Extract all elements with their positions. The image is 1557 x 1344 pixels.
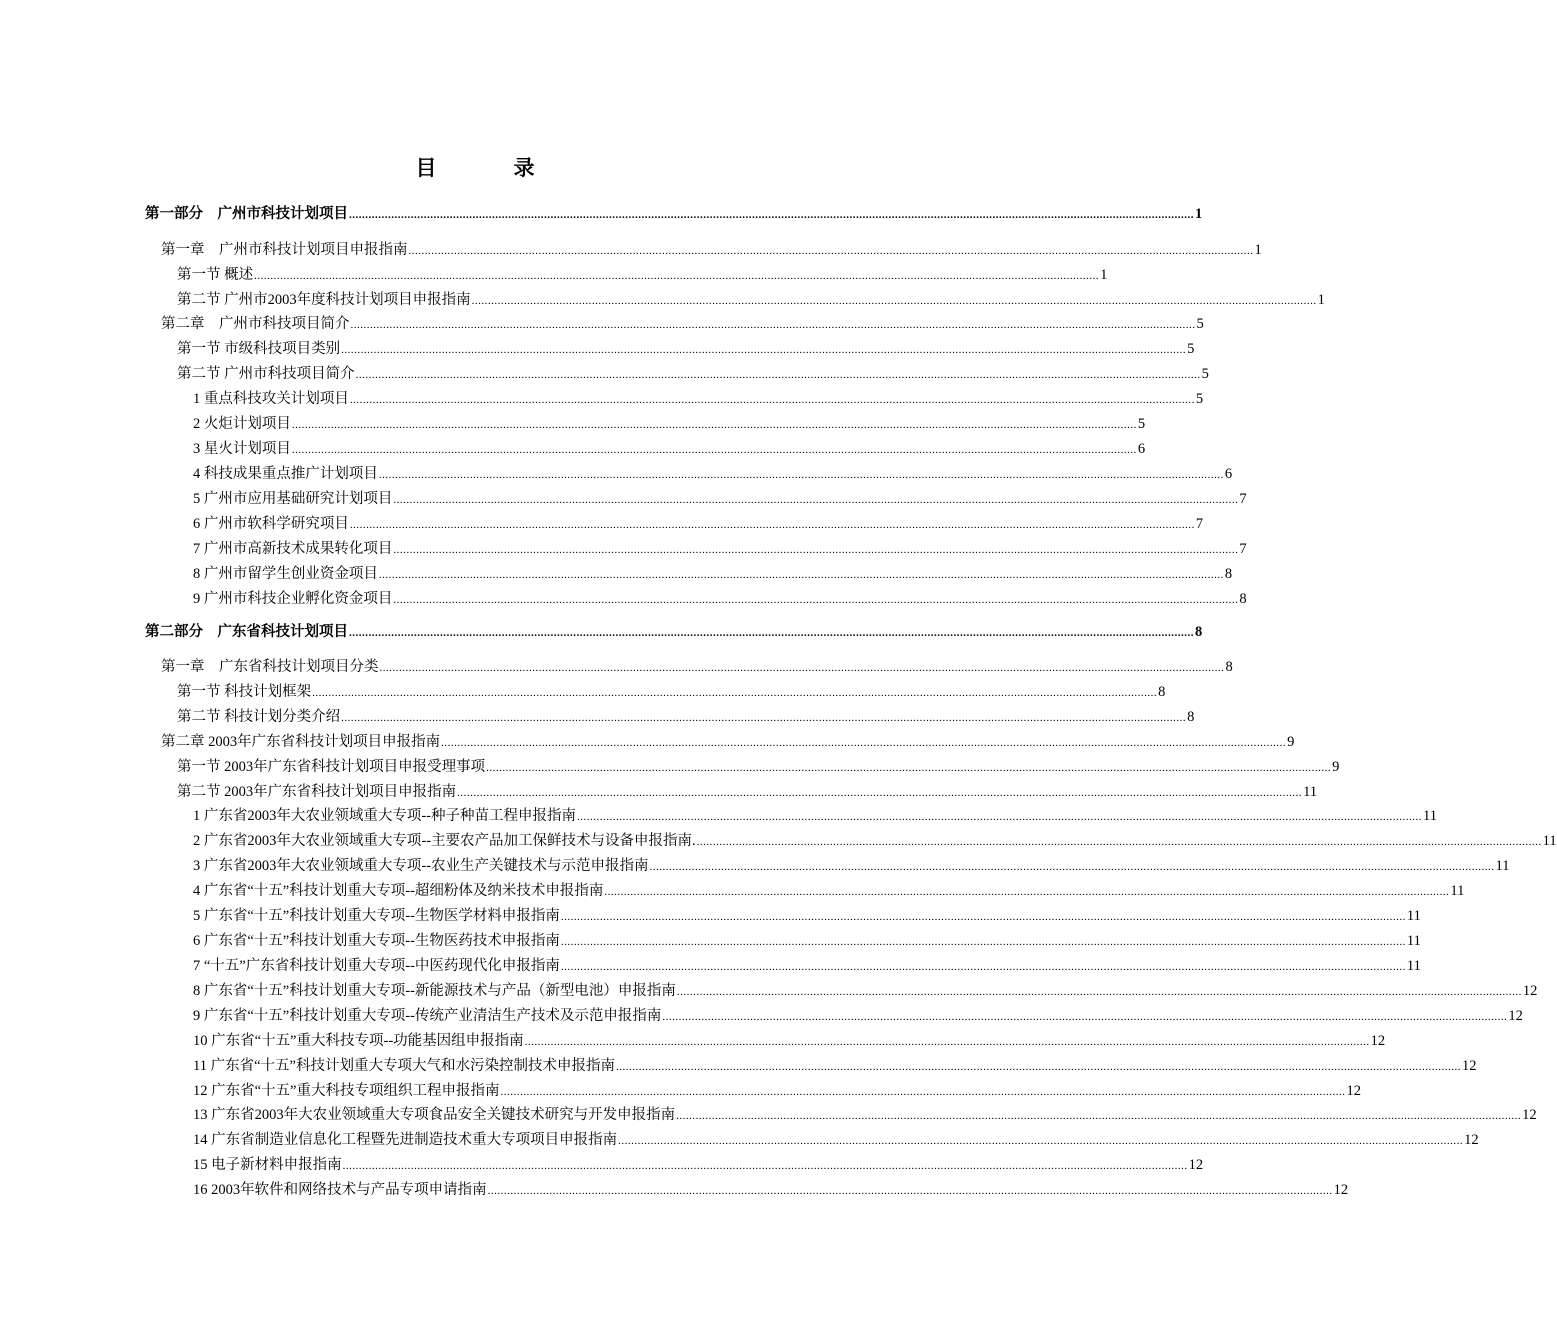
toc-leader-dots: .................................................................................................................................................................................................................................................................... — [441, 737, 1287, 749]
toc-entry-title: 9 广东省“十五”科技计划重大专项--传统产业清洁生产技术及示范申报指南 — [193, 1008, 662, 1024]
toc-entry-title: 5 广东省“十五”科技计划重大专项--生物医学材料申报指南 — [193, 908, 560, 924]
toc-entry-title: 第一节 科技计划框架 — [177, 684, 312, 700]
toc-leader-dots: .................................................................................................................................................................................................................................................................... — [393, 544, 1239, 556]
toc-entry-title: 3 广东省2003年大农业领域重大专项--农业生产关键技术与示范申报指南 — [193, 858, 649, 874]
toc-page-number: 5 — [1196, 316, 1204, 332]
toc-entry-title: 9 广州市科技企业孵化资金项目 — [193, 591, 393, 607]
toc-leader-dots: .................................................................................................................................................................................................................................................................... — [560, 936, 1406, 948]
toc-entry-title: 第二节 2003年广东省科技计划项目申报指南 — [177, 784, 457, 800]
toc-page-number: 12 — [1522, 983, 1538, 999]
toc-leader-dots: .................................................................................................................................................................................................................................................................... — [524, 1036, 1370, 1048]
toc-leader-dots: .................................................................................................................................................................................................................................................................... — [577, 811, 1423, 823]
toc-leader-dots: .................................................................................................................................................................................................................................................................... — [560, 911, 1406, 923]
toc-entry-title: 第二部分 广东省科技计划项目 — [145, 624, 348, 640]
toc-entry-section[interactable] — [177, 682, 1166, 702]
toc-entry-title: 第二章 2003年广东省科技计划项目申报指南 — [161, 734, 441, 750]
toc-leader-dots: .................................................................................................................................................................................................................................................................... — [393, 494, 1239, 506]
toc-page-number: 12 — [1508, 1008, 1523, 1024]
toc-entry-title: 13 广东省2003年大农业领域重大专项食品安全关键技术研究与开发申报指南 — [193, 1107, 676, 1123]
toc-page-number: 5 — [1195, 391, 1204, 407]
toc-leader-dots: .................................................................................................................................................................................................................................................................... — [312, 687, 1158, 699]
toc-entry-title: 14 广东省制造业信息化工程暨先进制造技术重大专项项目申报指南 — [193, 1132, 618, 1148]
toc-entry-item[interactable] — [193, 831, 1557, 851]
toc-page-number: 8 — [1187, 709, 1195, 725]
toc-entry-item[interactable] — [193, 1105, 1537, 1125]
toc-entry-item[interactable] — [193, 881, 1465, 901]
toc-page-number: 12 — [1188, 1157, 1204, 1173]
toc-entry-item[interactable] — [193, 1155, 1204, 1175]
toc-entry-title: 5 广州市应用基础研究计划项目 — [193, 491, 393, 507]
toc-entry-item[interactable] — [193, 1130, 1479, 1150]
toc-entry-chapter[interactable] — [161, 657, 1233, 677]
toc-leader-dots: .................................................................................................................................................................................................................................................................... — [604, 886, 1450, 898]
toc-page-number: 5 — [1137, 416, 1146, 432]
toc-leader-dots: .................................................................................................................................................................................................................................................................... — [350, 319, 1196, 331]
toc-entry-item[interactable] — [193, 906, 1421, 926]
toc-entry-part[interactable] — [145, 204, 1203, 224]
toc-page-number: 9 — [1332, 759, 1340, 775]
toc-leader-dots: .................................................................................................................................................................................................................................................................... — [696, 836, 1542, 848]
toc-leader-dots: .................................................................................................................................................................................................................................................................... — [676, 1110, 1522, 1122]
toc-page-number: 11 — [1406, 908, 1421, 924]
toc-entry-item[interactable] — [193, 956, 1421, 976]
toc-entry-item[interactable] — [193, 931, 1421, 951]
toc-entry-item[interactable] — [193, 1031, 1386, 1051]
toc-entry-title: 1 广东省2003年大农业领域重大专项--种子种苗工程申报指南 — [193, 808, 577, 824]
toc-entry-part[interactable] — [145, 622, 1203, 642]
toc-page-number: 8 — [1224, 566, 1233, 582]
toc-entry-chapter[interactable] — [161, 314, 1204, 334]
toc-leader-dots: .................................................................................................................................................................................................................................................................... — [471, 295, 1317, 307]
toc-entry-title: 11 广东省“十五”科技计划重大专项大气和水污染控制技术申报指南 — [193, 1058, 615, 1074]
toc-page-number: 12 — [1464, 1132, 1479, 1148]
toc-entry-item[interactable] — [193, 489, 1247, 509]
toc-leader-dots: .................................................................................................................................................................................................................................................................... — [662, 1011, 1508, 1023]
toc-entry-title: 第二节 科技计划分类介绍 — [177, 709, 341, 725]
toc-entry-title: 第二节 广州市2003年度科技计划项目申报指南 — [177, 292, 471, 308]
toc-entry-item[interactable] — [193, 806, 1437, 826]
toc-entry-title: 16 2003年软件和网络技术与产品专项申请指南 — [193, 1182, 487, 1198]
toc-entry-item[interactable] — [193, 1056, 1477, 1076]
toc-entry-item[interactable] — [193, 464, 1233, 484]
toc-entry-title: 第一节 概述 — [177, 267, 254, 283]
toc-leader-dots: .................................................................................................................................................................................................................................................................... — [349, 394, 1195, 406]
toc-entry-title: 第一章 广州市科技计划项目申报指南 — [161, 242, 408, 258]
toc-entry-section[interactable] — [177, 707, 1195, 727]
toc-leader-dots: .................................................................................................................................................................................................................................................................... — [408, 245, 1254, 257]
toc-leader-dots: .................................................................................................................................................................................................................................................................... — [341, 344, 1187, 356]
page-title: 目 录 — [415, 156, 563, 180]
toc-page-number: 1 — [1254, 242, 1262, 258]
toc-entry-chapter[interactable] — [161, 732, 1295, 752]
toc-entry-title: 12 广东省“十五”重大科技专项组织工程申报指南 — [193, 1083, 500, 1099]
toc-entry-title: 8 广州市留学生创业资金项目 — [193, 566, 378, 582]
toc-entry-section[interactable] — [177, 782, 1318, 802]
toc-entry-section[interactable] — [177, 364, 1209, 384]
toc-leader-dots: .................................................................................................................................................................................................................................................................... — [487, 1185, 1333, 1197]
toc-entry-title: 7 广州市高新技术成果转化项目 — [193, 541, 393, 557]
toc-page-number: 12 — [1370, 1033, 1386, 1049]
toc-leader-dots: .................................................................................................................................................................................................................................................................... — [393, 594, 1239, 606]
toc-page-number: 8 — [1158, 684, 1166, 700]
toc-entry-title: 6 广州市软科学研究项目 — [193, 516, 349, 532]
toc-entry-title: 4 广东省“十五”科技计划重大专项--超细粉体及纳米技术申报指南 — [193, 883, 604, 899]
toc-entry-title: 2 广东省2003年大农业领域重大专项--主要农产品加工保鲜技术与设备申报指南. — [193, 833, 696, 849]
toc-leader-dots: .................................................................................................................................................................................................................................................................... — [378, 569, 1224, 581]
toc-entry-item[interactable] — [193, 589, 1247, 609]
toc-leader-dots: .................................................................................................................................................................................................................................................................... — [291, 419, 1137, 431]
toc-entry-title: 10 广东省“十五”重大科技专项--功能基因组申报指南 — [193, 1033, 524, 1049]
toc-entry-item[interactable] — [193, 389, 1204, 409]
toc-leader-dots: .................................................................................................................................................................................................................................................................... — [349, 627, 1194, 639]
toc-leader-dots: .................................................................................................................................................................................................................................................................... — [676, 986, 1522, 998]
toc-page-number: 11 — [1406, 958, 1421, 974]
toc-entry-title: 7 “十五”广东省科技计划重大专项--中医药现代化申报指南 — [193, 958, 560, 974]
toc-entry-title: 6 广东省“十五”科技计划重大专项--生物医药技术申报指南 — [193, 933, 560, 949]
toc-page-number: 12 — [1346, 1083, 1361, 1099]
toc-entry-title: 1 重点科技攻关计划项目 — [193, 391, 349, 407]
toc-page-number: 7 — [1239, 541, 1247, 557]
toc-page-number: 1 — [1100, 267, 1108, 283]
toc-page-number: 11 — [1406, 933, 1421, 949]
toc-leader-dots: .................................................................................................................................................................................................................................................................... — [500, 1086, 1346, 1098]
toc-entry-title: 4 科技成果重点推广计划项目 — [193, 466, 378, 482]
toc-entry-section[interactable] — [177, 290, 1325, 310]
toc-entry-title: 8 广东省“十五”科技计划重大专项--新能源技术与产品（新型电池）申报指南 — [193, 983, 676, 999]
toc-entry-item[interactable] — [193, 439, 1146, 459]
toc-entry-title: 3 星火计划项目 — [193, 441, 291, 457]
toc-page-number: 11 — [1303, 784, 1318, 800]
toc-entry-title: 第二节 广州市科技项目简介 — [177, 366, 355, 382]
toc-leader-dots: .................................................................................................................................................................................................................................................................... — [649, 861, 1495, 873]
toc-page-number: 6 — [1137, 441, 1146, 457]
toc-leader-dots: .................................................................................................................................................................................................................................................................... — [457, 787, 1303, 799]
toc-leader-dots: .................................................................................................................................................................................................................................................................... — [378, 469, 1224, 481]
toc-entry-title: 第一节 2003年广东省科技计划项目申报受理事项 — [177, 759, 486, 775]
toc-entry-item[interactable] — [193, 1081, 1361, 1101]
toc-page-number: 8 — [1225, 659, 1233, 675]
toc-leader-dots: .................................................................................................................................................................................................................................................................... — [618, 1135, 1464, 1147]
toc-entry-item[interactable] — [193, 1006, 1523, 1026]
toc-entry-item[interactable] — [193, 981, 1538, 1001]
toc-leader-dots: .................................................................................................................................................................................................................................................................... — [379, 662, 1225, 674]
toc-leader-dots: .................................................................................................................................................................................................................................................................... — [486, 762, 1332, 774]
toc-leader-dots: .................................................................................................................................................................................................................................................................... — [342, 1160, 1188, 1172]
toc-entry-title: 15 电子新材料申报指南 — [193, 1157, 342, 1173]
toc-entry-section[interactable] — [177, 265, 1108, 285]
toc-page-number: 5 — [1201, 366, 1209, 382]
toc-page-number: 5 — [1187, 341, 1195, 357]
toc-page-number: 11 — [1423, 808, 1437, 824]
toc-page-number: 1 — [1195, 206, 1203, 222]
toc-page-number: 7 — [1239, 491, 1247, 507]
toc-leader-dots: .................................................................................................................................................................................................................................................................... — [560, 961, 1406, 973]
toc-page-number: 11 — [1495, 858, 1510, 874]
toc-page-number: 11 — [1542, 833, 1557, 849]
toc-entry-title: 第一部分 广州市科技计划项目 — [145, 206, 348, 222]
toc-entry-item[interactable] — [193, 539, 1247, 559]
toc-page-number: 12 — [1333, 1182, 1349, 1198]
toc-page-number: 7 — [1195, 516, 1204, 532]
toc-page-number: 11 — [1450, 883, 1465, 899]
toc-entry-item[interactable] — [193, 856, 1510, 876]
toc-entry-title: 第一章 广东省科技计划项目分类 — [161, 659, 379, 675]
toc-entry-chapter[interactable] — [161, 240, 1262, 260]
toc-entry-item[interactable] — [193, 1180, 1349, 1200]
toc-entry-section[interactable] — [177, 339, 1195, 359]
toc-leader-dots: .................................................................................................................................................................................................................................................................... — [291, 444, 1137, 456]
toc-page-number: 12 — [1522, 1107, 1537, 1123]
toc-page-number: 1 — [1317, 292, 1325, 308]
toc-leader-dots: .................................................................................................................................................................................................................................................................... — [349, 209, 1194, 221]
toc-entry-item[interactable] — [193, 514, 1204, 534]
toc-page-number: 6 — [1224, 466, 1233, 482]
toc-page-number: 12 — [1461, 1058, 1477, 1074]
toc-leader-dots: .................................................................................................................................................................................................................................................................... — [615, 1061, 1461, 1073]
toc-page-number: 8 — [1195, 624, 1203, 640]
toc-entry-title: 第一节 市级科技项目类别 — [177, 341, 341, 357]
toc-leader-dots: .................................................................................................................................................................................................................................................................... — [341, 712, 1187, 724]
toc-entry-section[interactable] — [177, 757, 1340, 777]
toc-leader-dots: .................................................................................................................................................................................................................................................................... — [254, 270, 1100, 282]
toc-entry-item[interactable] — [193, 564, 1233, 584]
toc-page-number: 8 — [1239, 591, 1247, 607]
toc-page-number: 9 — [1287, 734, 1295, 750]
toc-entry-title: 第二章 广州市科技项目简介 — [161, 316, 350, 332]
toc-entry-item[interactable] — [193, 414, 1146, 434]
toc-entry-title: 2 火炬计划项目 — [193, 416, 291, 432]
toc-leader-dots: .................................................................................................................................................................................................................................................................... — [349, 519, 1195, 531]
toc-leader-dots: .................................................................................................................................................................................................................................................................... — [355, 369, 1201, 381]
